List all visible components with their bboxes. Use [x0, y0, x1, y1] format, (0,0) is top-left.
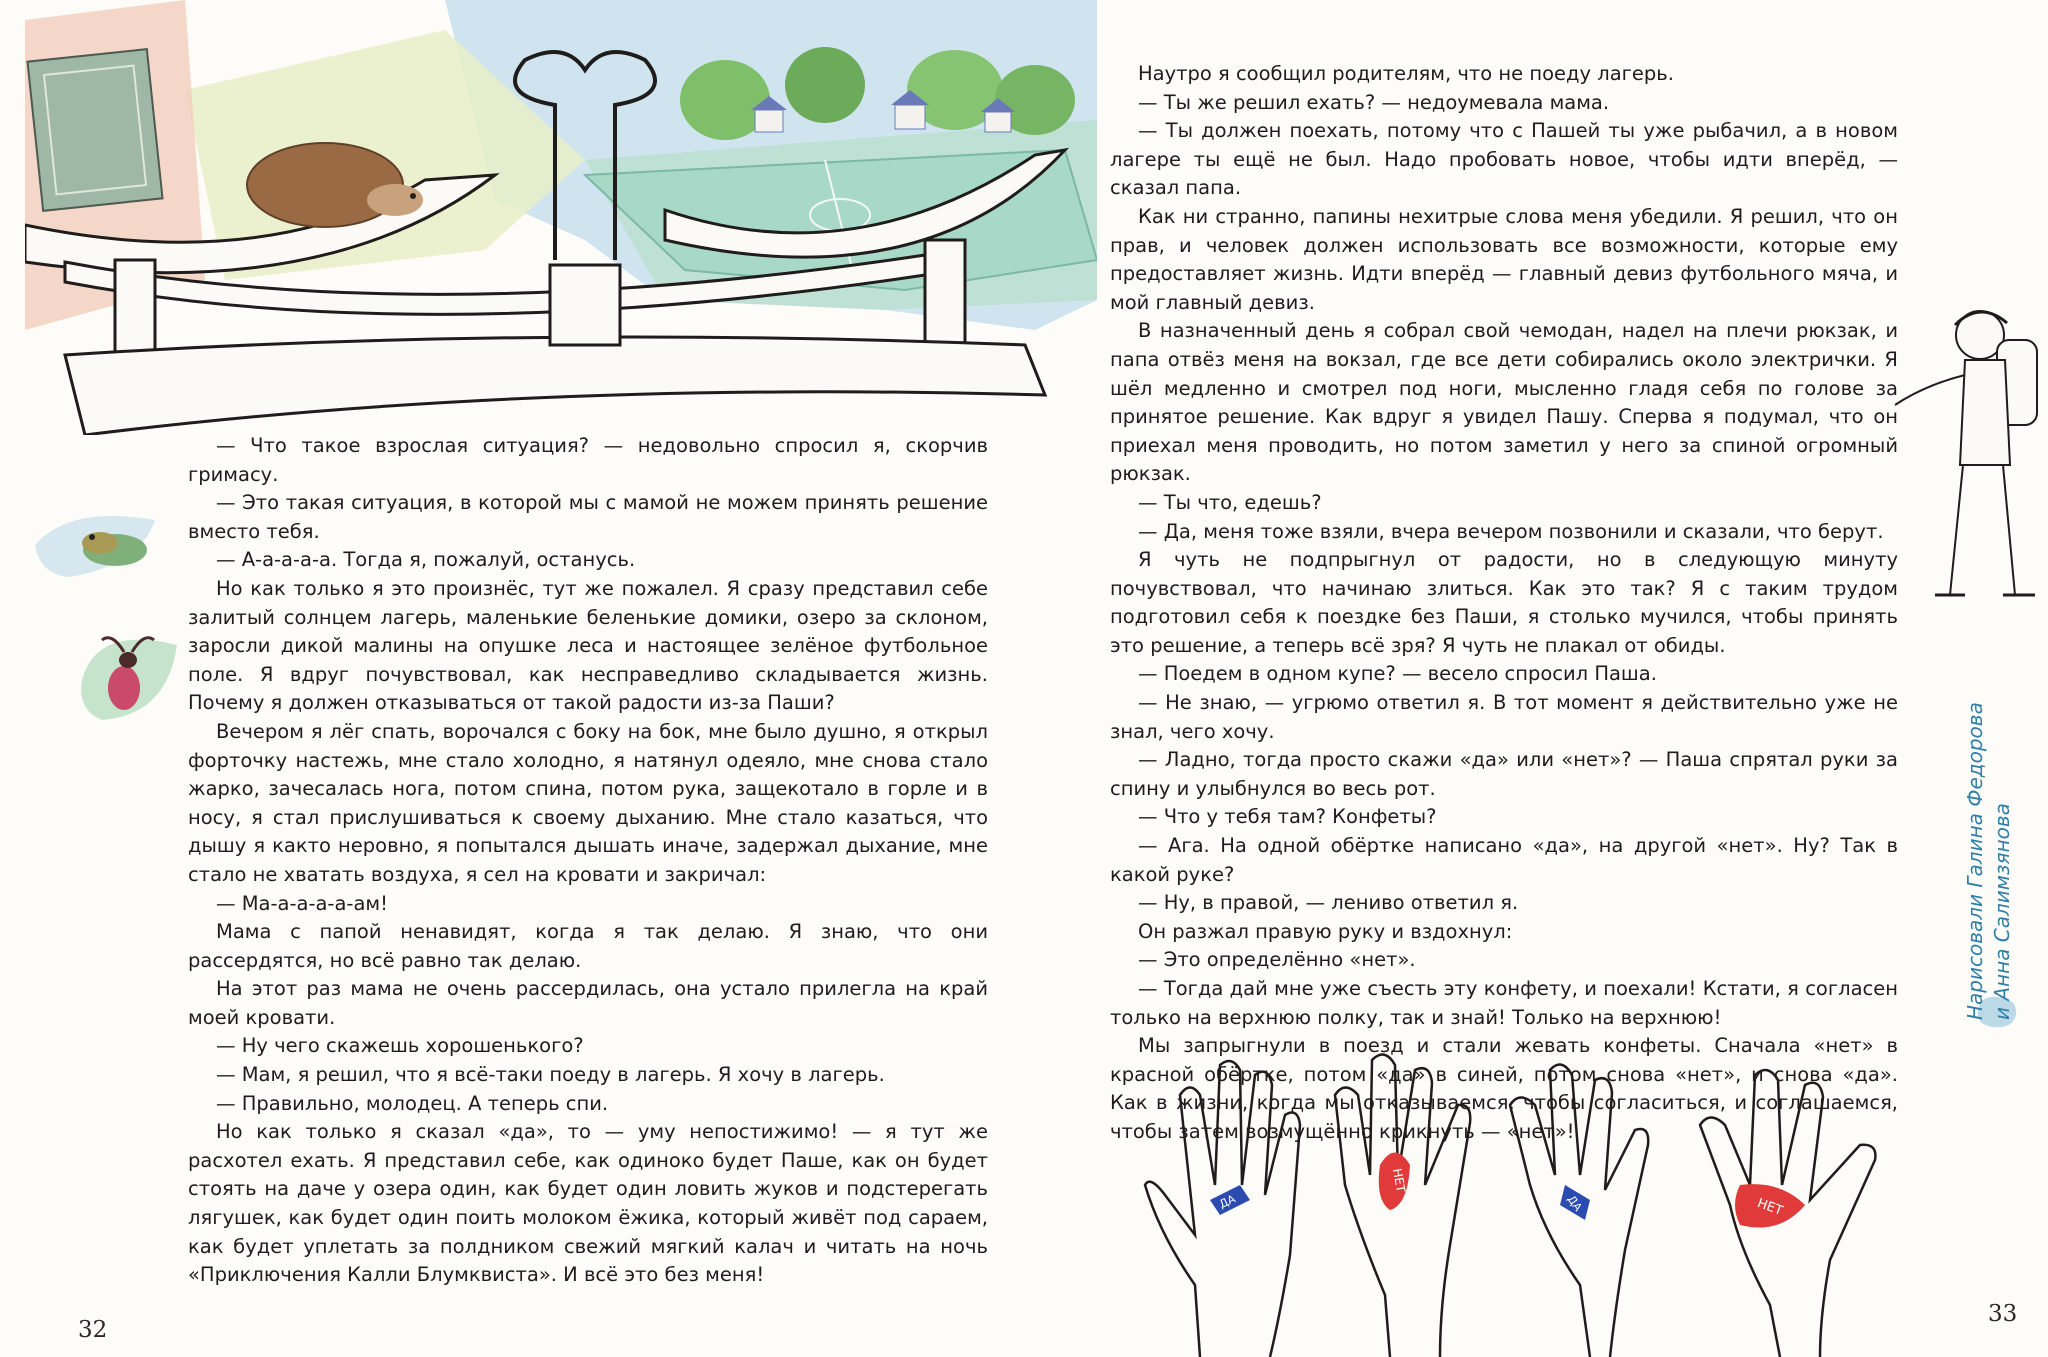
- paragraph: Вечером я лёг спать, ворочался с боку на бок, мне было душно, я открыл форточку настежь, мне стало холодно, я натянул одеяло, мне снова стало жарко, зачесалась нога, потом спина, потом рука, защекотало в горле и в носу, я стал прислушиваться к своему дыханию. Мне стало казаться, что дышу я както неровно, я попытался дышать иначе, задержал дыхание, мне стало не хватать воздуха, я сел на кровати и закричал:: [188, 719, 988, 886]
- paragraph: — Это определённо «нет».: [1138, 948, 1416, 972]
- svg-text:НЕТ: НЕТ: [1755, 1195, 1785, 1219]
- paragraph: — Ну чего скажешь хорошенького?: [216, 1034, 584, 1058]
- svg-text:ДА: ДА: [1564, 1192, 1585, 1214]
- scale-illustration: [25, 0, 1097, 435]
- candy-da-2: [1560, 1185, 1590, 1220]
- illustrator-credits: [1962, 660, 2016, 1020]
- paragraph: — Ты что, едешь?: [1138, 490, 1322, 514]
- credit-line: и Анна Салимзянова: [1990, 803, 2014, 1020]
- paragraph: — Поедем в одном купе? — весело спросил Паша.: [1138, 662, 1657, 686]
- hands-with-candies-illustration: [1140, 1035, 1930, 1357]
- paragraph: — Это такая ситуация, в которой мы с мамой не можем принять решение вместо тебя.: [188, 491, 988, 543]
- candy-net-2: [1735, 1184, 1805, 1227]
- paragraph: Но как только я сказал «да», то — уму непостижимо! — я тут же расхотел ехать. Я представил себе, как одиноко будет Паше, как он будет стоять на даче у озера один, как будет один ловить жуков и подстерегать лягушек, как будет один поить молоком ёжика, который живёт под сараем, как будет уплетать за полдником свежий мягкий калач и читать на ночь «Приключения Калли Блумквиста». И всё это без меня!: [188, 1120, 988, 1287]
- right-page-text: [1110, 60, 1898, 1147]
- beetle-illustration: [72, 620, 180, 725]
- paragraph: — Не знаю, — угрюмо ответил я. В тот момент я действительно уже не знал, чего хочу.: [1110, 691, 1898, 743]
- left-page-text: [188, 432, 988, 1290]
- credit-line: Нарисовали Галина Федорова: [1963, 702, 1987, 1020]
- paragraph: — Ма-а-а-а-а-ам!: [216, 891, 388, 915]
- paragraph: Но как только я это произнёс, тут же пожалел. Я сразу представил себе залитый солнцем лагерь, маленькие беленькие домики, озеро за склоном, заросли дикой малины на опушке леса и настоящее зелёное футбольное поле. Я вдруг почувствовал, как несправедливо складывается жизнь. Почему я должен отказываться от такой радости из-за Паши?: [188, 576, 988, 715]
- svg-text:НЕТ: НЕТ: [1389, 1167, 1408, 1194]
- paragraph: — Тогда дай мне уже съесть эту конфету, и поехали! Кстати, я согласен только на верхнюю полку, так и знай! Только на верхнюю!: [1110, 977, 1898, 1029]
- candy-net-1: [1379, 1153, 1410, 1211]
- page-number-left: 32: [78, 1317, 108, 1343]
- paragraph: — Ты должен поехать, потому что с Пашей ты уже рыбачил, а в новом лагере ты ещё не был. Надо пробовать новое, чтобы идти вперёд, — сказал папа.: [1110, 119, 1898, 200]
- candy-da-1: [1210, 1185, 1250, 1215]
- paragraph: Я чуть не подпрыгнул от радости, но в следующую минуту почувствовал, что начинаю злиться. Как это так? Я с таким трудом подготовил себя к поездке без Паши, я столько мучился, чтобы принять это решение, а теперь всё зря? Я чуть не плакал от обиды.: [1110, 548, 1898, 657]
- paragraph: — Правильно, молодец. А теперь спи.: [216, 1091, 609, 1115]
- paragraph: — Да, меня тоже взяли, вчера вечером позвонили и сказали, что берут.: [1138, 519, 1884, 543]
- paragraph: Наутро я сообщил родителям, что не поеду лагерь.: [1138, 62, 1674, 85]
- paragraph: Как ни странно, папины нехитрые слова меня убедили. Я решил, что он прав, и человек должен использовать все возможности, которые ему предоставляет жизнь. Идти вперёд — главный девиз футбольного мяча, и мой главный девиз.: [1110, 204, 1898, 314]
- paragraph: — Ладно, тогда просто скажи «да» или «нет»? — Паша спрятал руки за спину и улыбнулся во весь рот.: [1110, 748, 1898, 800]
- svg-text:ДА: ДА: [1217, 1192, 1238, 1211]
- paragraph: — Что у тебя там? Конфеты?: [1138, 805, 1437, 829]
- book-illustration: [27, 49, 162, 211]
- paragraph: — Ты же решил ехать? — недоумевала мама.: [1138, 90, 1610, 114]
- paragraph: — Что такое взрослая ситуация? — недовольно спросил я, скорчив гримасу.: [188, 434, 988, 486]
- kid-with-backpack-illustration: [1885, 295, 2045, 605]
- paragraph: Мы запрыгнули в поезд и стали жевать конфеты. Сначала «нет» в красной обёртке, потом «да» в синей, потом снова «нет», и снова «да». Как в жизни, когда мы отказываемся, чтобы согласиться, и соглашаемся, чтобы затем возмущённо крикнуть — «нет»!: [1110, 1034, 1898, 1143]
- paragraph: В назначенный день я собрал свой чемодан, надел на плечи рюкзак, и папа отвёз меня на вокзал, где все дети собирались около электрички. Я шёл медленно и смотрел под ноги, мысленно гладя себя по голове за принятое решение. Как вдруг я увидел Пашу. Сперва я подумал, что он приехал меня проводить, но потом заметил у него за спиной огромный рюкзак.: [1110, 319, 1898, 486]
- paragraph: На этот раз мама не очень рассердилась, она устало прилегла на край моей кровати.: [188, 977, 988, 1029]
- paragraph: — Мам, я решил, что я всё-таки поеду в лагерь. Я хочу в лагерь.: [216, 1063, 885, 1087]
- paragraph: — А-а-а-а-а. Тогда я, пожалуй, останусь.: [216, 548, 636, 572]
- paragraph: — Ага. На одной обёртке написано «да», на другой «нет». Ну? Так в какой руке?: [1110, 834, 1898, 886]
- frog-illustration: [30, 505, 160, 580]
- paragraph: — Ну, в правой, — лениво ответил я.: [1138, 891, 1519, 915]
- page-number-right: 33: [1988, 1301, 2018, 1327]
- paragraph: Он разжал правую руку и вздохнул:: [1138, 919, 1513, 943]
- paragraph: Мама с папой ненавидят, когда я так делаю. Я знаю, что они рассердятся, но всё равно так делаю.: [188, 920, 988, 972]
